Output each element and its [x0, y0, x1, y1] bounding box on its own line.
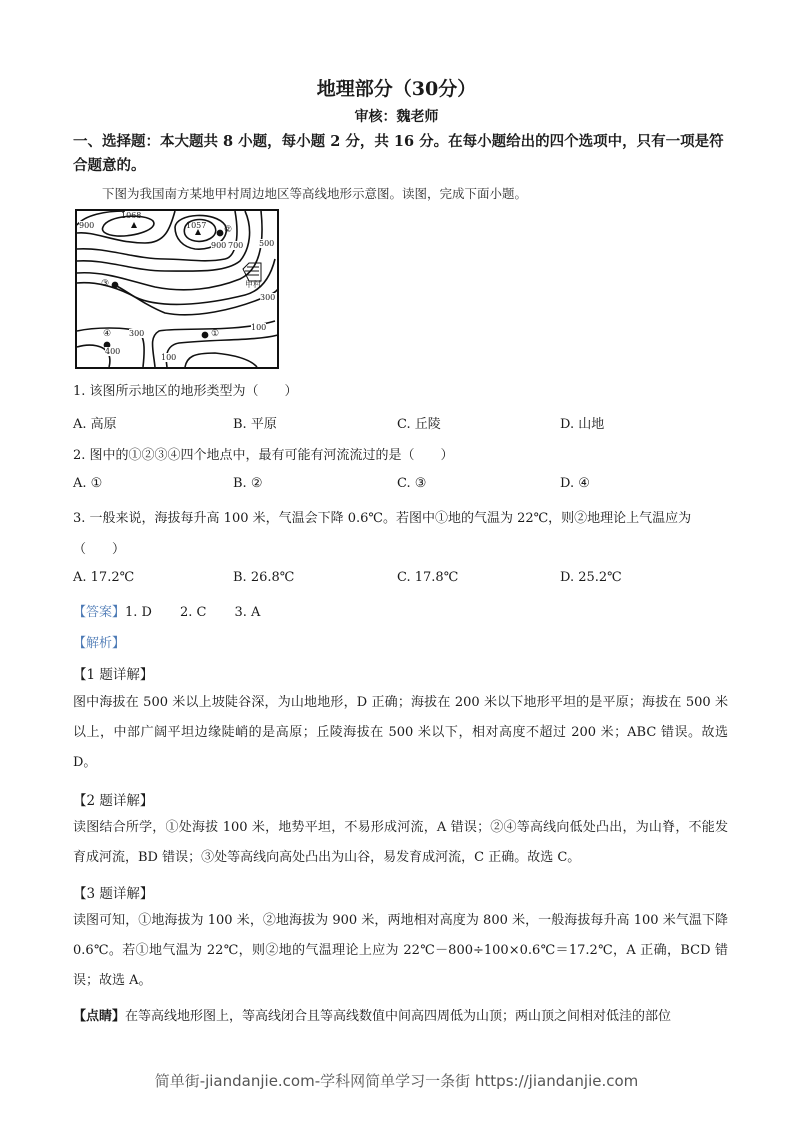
contour-label: 500 [259, 239, 275, 248]
q1-option-a: A. 高原 [73, 417, 117, 432]
q3-option-b: B. 26.8℃ [233, 570, 295, 585]
q1-option-b: B. 平原 [233, 417, 277, 432]
contour-label: 900 [79, 221, 95, 230]
point-label-2: ② [224, 225, 233, 235]
answer-3: 3. A [234, 605, 261, 620]
q3-option-d: D. 25.2℃ [560, 570, 622, 585]
contour-label: 100 [161, 353, 177, 362]
contour-label: 300 [129, 329, 145, 338]
contour-label: 100 [251, 323, 267, 332]
detail-1-heading: 【1 题详解】 [73, 667, 154, 683]
question-2-stem: 2. 图中的①②③④四个地点中，最有可能有河流流过的是（ ） [73, 448, 454, 463]
contour-map [75, 209, 279, 369]
peak-label: 1057 [186, 221, 207, 230]
q2-option-a: A. ① [73, 476, 103, 491]
detail-3-heading: 【3 题详解】 [73, 886, 154, 902]
question-3-blank: （ ） [73, 542, 126, 557]
reviewer-line: 审核：魏老师 [354, 109, 439, 125]
village-label: 甲村 [245, 280, 261, 289]
question-1-stem: 1. 该图所示地区的地形类型为（ ） [73, 384, 298, 399]
detail-2-text: 读图结合所学，①处海拔 100 米，地势平坦，不易形成河流，A 错误；②④等高线向低处凸出，为山脊，不能发育成河流，BD 错误；③处等高线向高处凸出为山谷，易发育成河流，C 正确。故选 C。 [73, 820, 728, 865]
map-intro: 下图为我国南方某地甲村周边地区等高线地形示意图。读图，完成下面小题。 [102, 186, 528, 201]
contour-label: 400 [105, 347, 121, 356]
contour-label: 300 [260, 293, 276, 302]
answer-2: 2. C [179, 605, 207, 620]
q2-option-b: B. ② [233, 476, 263, 491]
tip-label: 【点睛】 [73, 1009, 126, 1024]
page-title: 地理部分（30分） [316, 78, 477, 100]
q3-option-a: A. 17.2℃ [73, 570, 135, 585]
point-label-3: ③ [101, 279, 110, 289]
answer-line [73, 601, 260, 620]
detail-3-text: 读图可知，①地海拔为 100 米，②地海拔为 900 米，两地相对高度为 800 米，一般海拔每升高 100 米气温下降 0.6℃。若①地气温为 22℃，则②地的气温理论上应为 22℃－800÷100×0.6℃＝17.2℃，A 正确，BCD 错误；故选 A。 [73, 913, 728, 988]
q2-option-d: D. ④ [560, 476, 590, 491]
question-3-stem: 3. 一般来说，海拔每升高 100 米，气温会下降 0.6℃。若图中①地的气温为 22℃，则②地理论上气温应为 [73, 511, 692, 526]
detail-2-heading: 【2 题详解】 [73, 793, 154, 809]
q1-option-d: D. 山地 [560, 417, 605, 432]
point-label-4: ④ [103, 329, 112, 339]
q1-option-c: C. 丘陵 [397, 417, 441, 432]
detail-1-text: 图中海拔在 500 米以上坡陡谷深，为山地地形，D 正确；海拔在 200 米以下地形平坦的是平原；海拔在 500 米以上，中部广阔平坦边缘陡峭的是高原；丘陵海拔在 500 米以下，相对高度不超过 200 米；ABC 错误。故选 D。 [73, 695, 728, 770]
point-label-1: ① [211, 329, 220, 339]
answer-1: 1. D [125, 605, 152, 620]
tip-text: 在等高线地形图上，等高线闭合且等高线数值中间高四周低为山顶；两山顶之间相对低洼的部位 [125, 1009, 672, 1024]
q2-option-c: C. ③ [397, 476, 427, 491]
contour-label: 700 [228, 241, 244, 250]
answer-label: 【答案】 [73, 605, 126, 620]
analysis-label: 【解析】 [73, 636, 126, 651]
section-heading: 一、选择题：本大题共 8 小题，每小题 2 分，共 16 分。在每小题给出的四个选项中，只有一项是符合题意的。 [73, 133, 724, 174]
q3-option-c: C. 17.8℃ [397, 570, 459, 585]
peak-label: 1068 [121, 211, 142, 220]
contour-label: 900 [211, 241, 227, 250]
tip-line [73, 1005, 671, 1024]
footer-watermark: 简单街-jiandanjie.com-学科网简单学习一条街 https://jiandanjie.com [154, 1072, 639, 1090]
